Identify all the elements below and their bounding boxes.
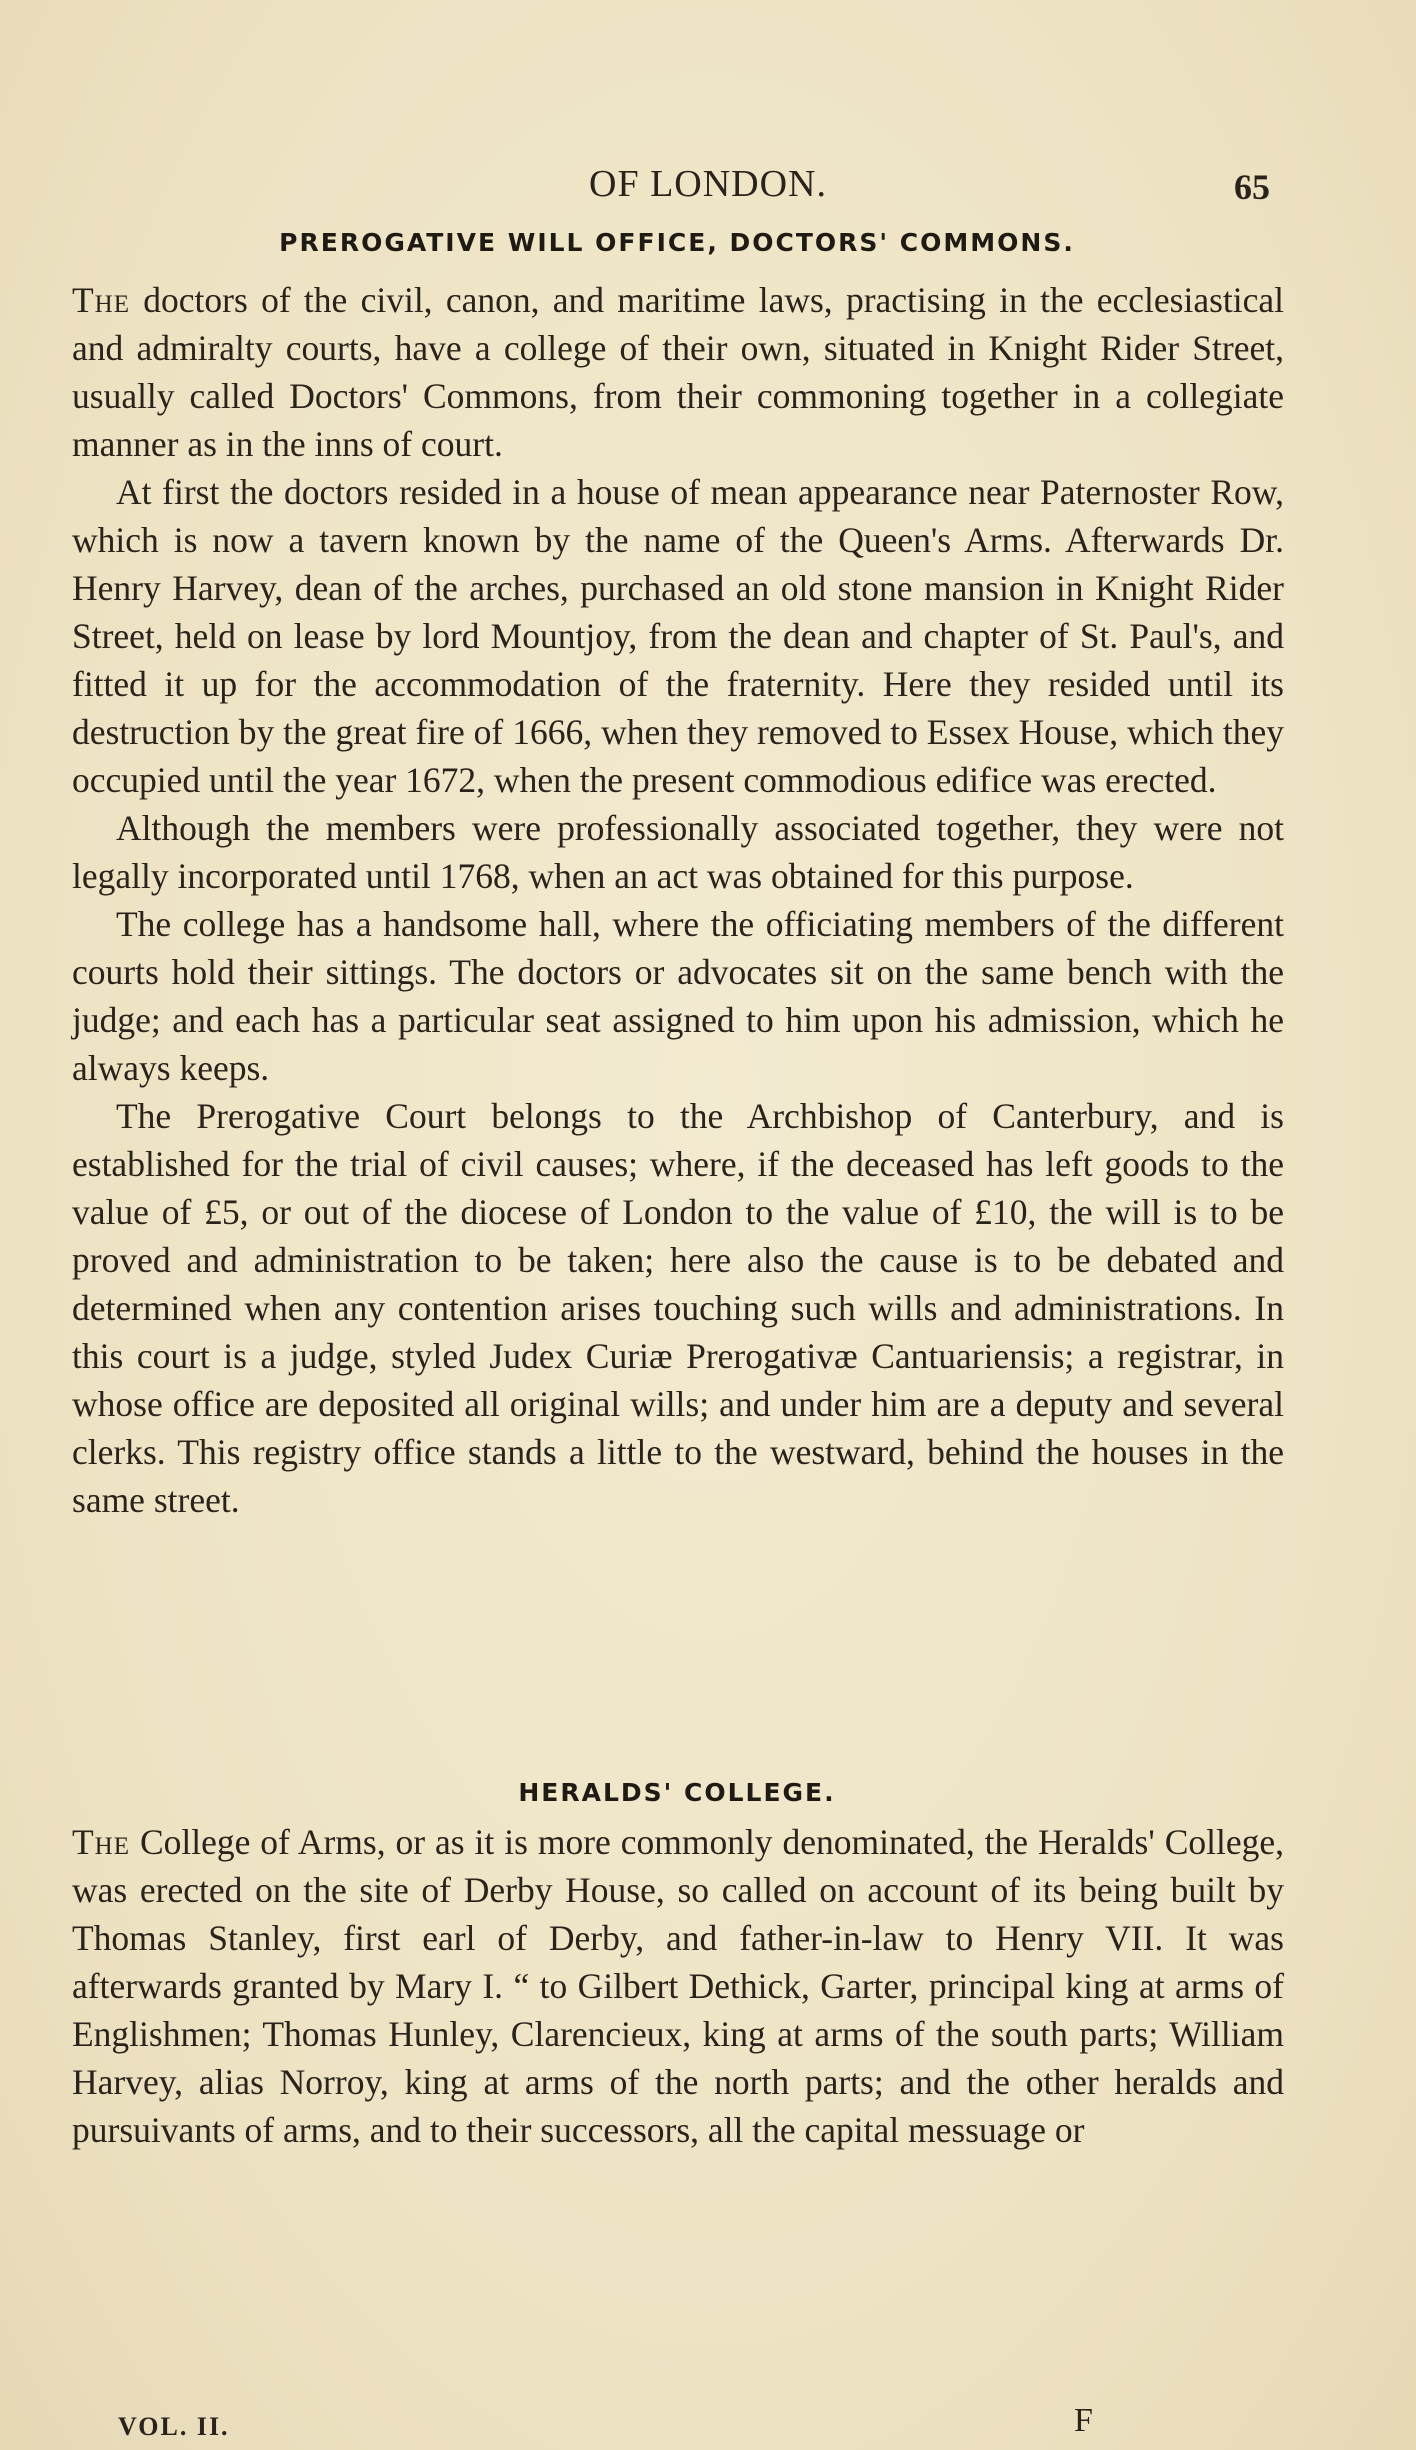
paragraph-text: College of Arms, or as it is more commonly denominated, the Heralds' College, was erected on the site of Derby House, so called on account of its being built by Thomas Stanley, first earl of Derby, and father-in-law to Henry VII. It was afterwards granted by Mary I. “ to Gilbert Dethick, Garter, principal king at arms of Englishmen; Thomas Hunley, Clarencieux, king at arms of the south parts; William Harvey, alias Norroy, king at arms of the north parts; and the other heralds and pursuivants of arms, and to their successors, all the capital messuage or	[72, 1822, 1284, 2150]
paragraph: At first the doctors resided in a house of mean appearance near Paternoster Row, which is now a tavern known by the name of the Queen's Arms. Afterwards Dr. Henry Harvey, dean of the arches, purchased an old stone mansion in Knight Rider Street, held on lease by lord Mountjoy, from the dean and chapter of St. Paul's, and fitted it up for the accommodation of the fraternity. Here they resided until its destruction by the great fire of 1666, when they removed to Essex House, which they occupied until the year 1672, when the present commodious edifice was erected.	[72, 472, 1284, 800]
section-body-heralds-college	[72, 1818, 1284, 2154]
paragraph	[72, 276, 1284, 468]
paragraph: Although the members were professionally associated together, they were not legally incorporated until 1768, when an act was obtained for this purpose.	[72, 808, 1284, 896]
section-heading-doctors-commons: PREROGATIVE WILL OFFICE, DOCTORS' COMMONS.	[279, 228, 1075, 257]
page-number: 65	[1234, 167, 1270, 207]
footer-signature-mark: F	[1074, 2402, 1093, 2439]
paragraph-lead-word: The	[72, 1822, 131, 1862]
section-body-doctors-commons	[72, 276, 1284, 1524]
section-heading-heralds-college: HERALDS' COLLEGE.	[518, 1778, 836, 1807]
footer-volume-label: VOL. II.	[118, 2412, 230, 2441]
paragraph: The college has a handsome hall, where the officiating members of the different courts hold their sittings. The doctors or advocates sit on the same bench with the judge; and each has a particular seat assigned to him upon his admission, which he always keeps.	[72, 904, 1284, 1088]
paragraph-text: doctors of the civil, canon, and maritime laws, practising in the ecclesiastical and admiralty courts, have a college of their own, situated in Knight Rider Street, usually called Doctors' Commons, from their commoning together in a collegiate manner as in the inns of court.	[72, 280, 1284, 464]
paragraph	[72, 1818, 1284, 2154]
running-head-title: OF LONDON.	[589, 163, 827, 205]
paragraph-lead-word: The	[72, 280, 131, 320]
paragraph: The Prerogative Court belongs to the Archbishop of Canterbury, and is established for the trial of civil causes; where, if the deceased has left goods to the value of £5, or out of the diocese of London to the value of £10, the will is to be proved and administration to be taken; here also the cause is to be debated and determined when any contention arises touching such wills and administrations. In this court is a judge, styled Judex Curiæ Prerogativæ Cantuariensis; a registrar, in whose office are deposited all original wills; and under him are a deputy and several clerks. This registry office stands a little to the westward, behind the houses in the same street.	[72, 1096, 1284, 1520]
